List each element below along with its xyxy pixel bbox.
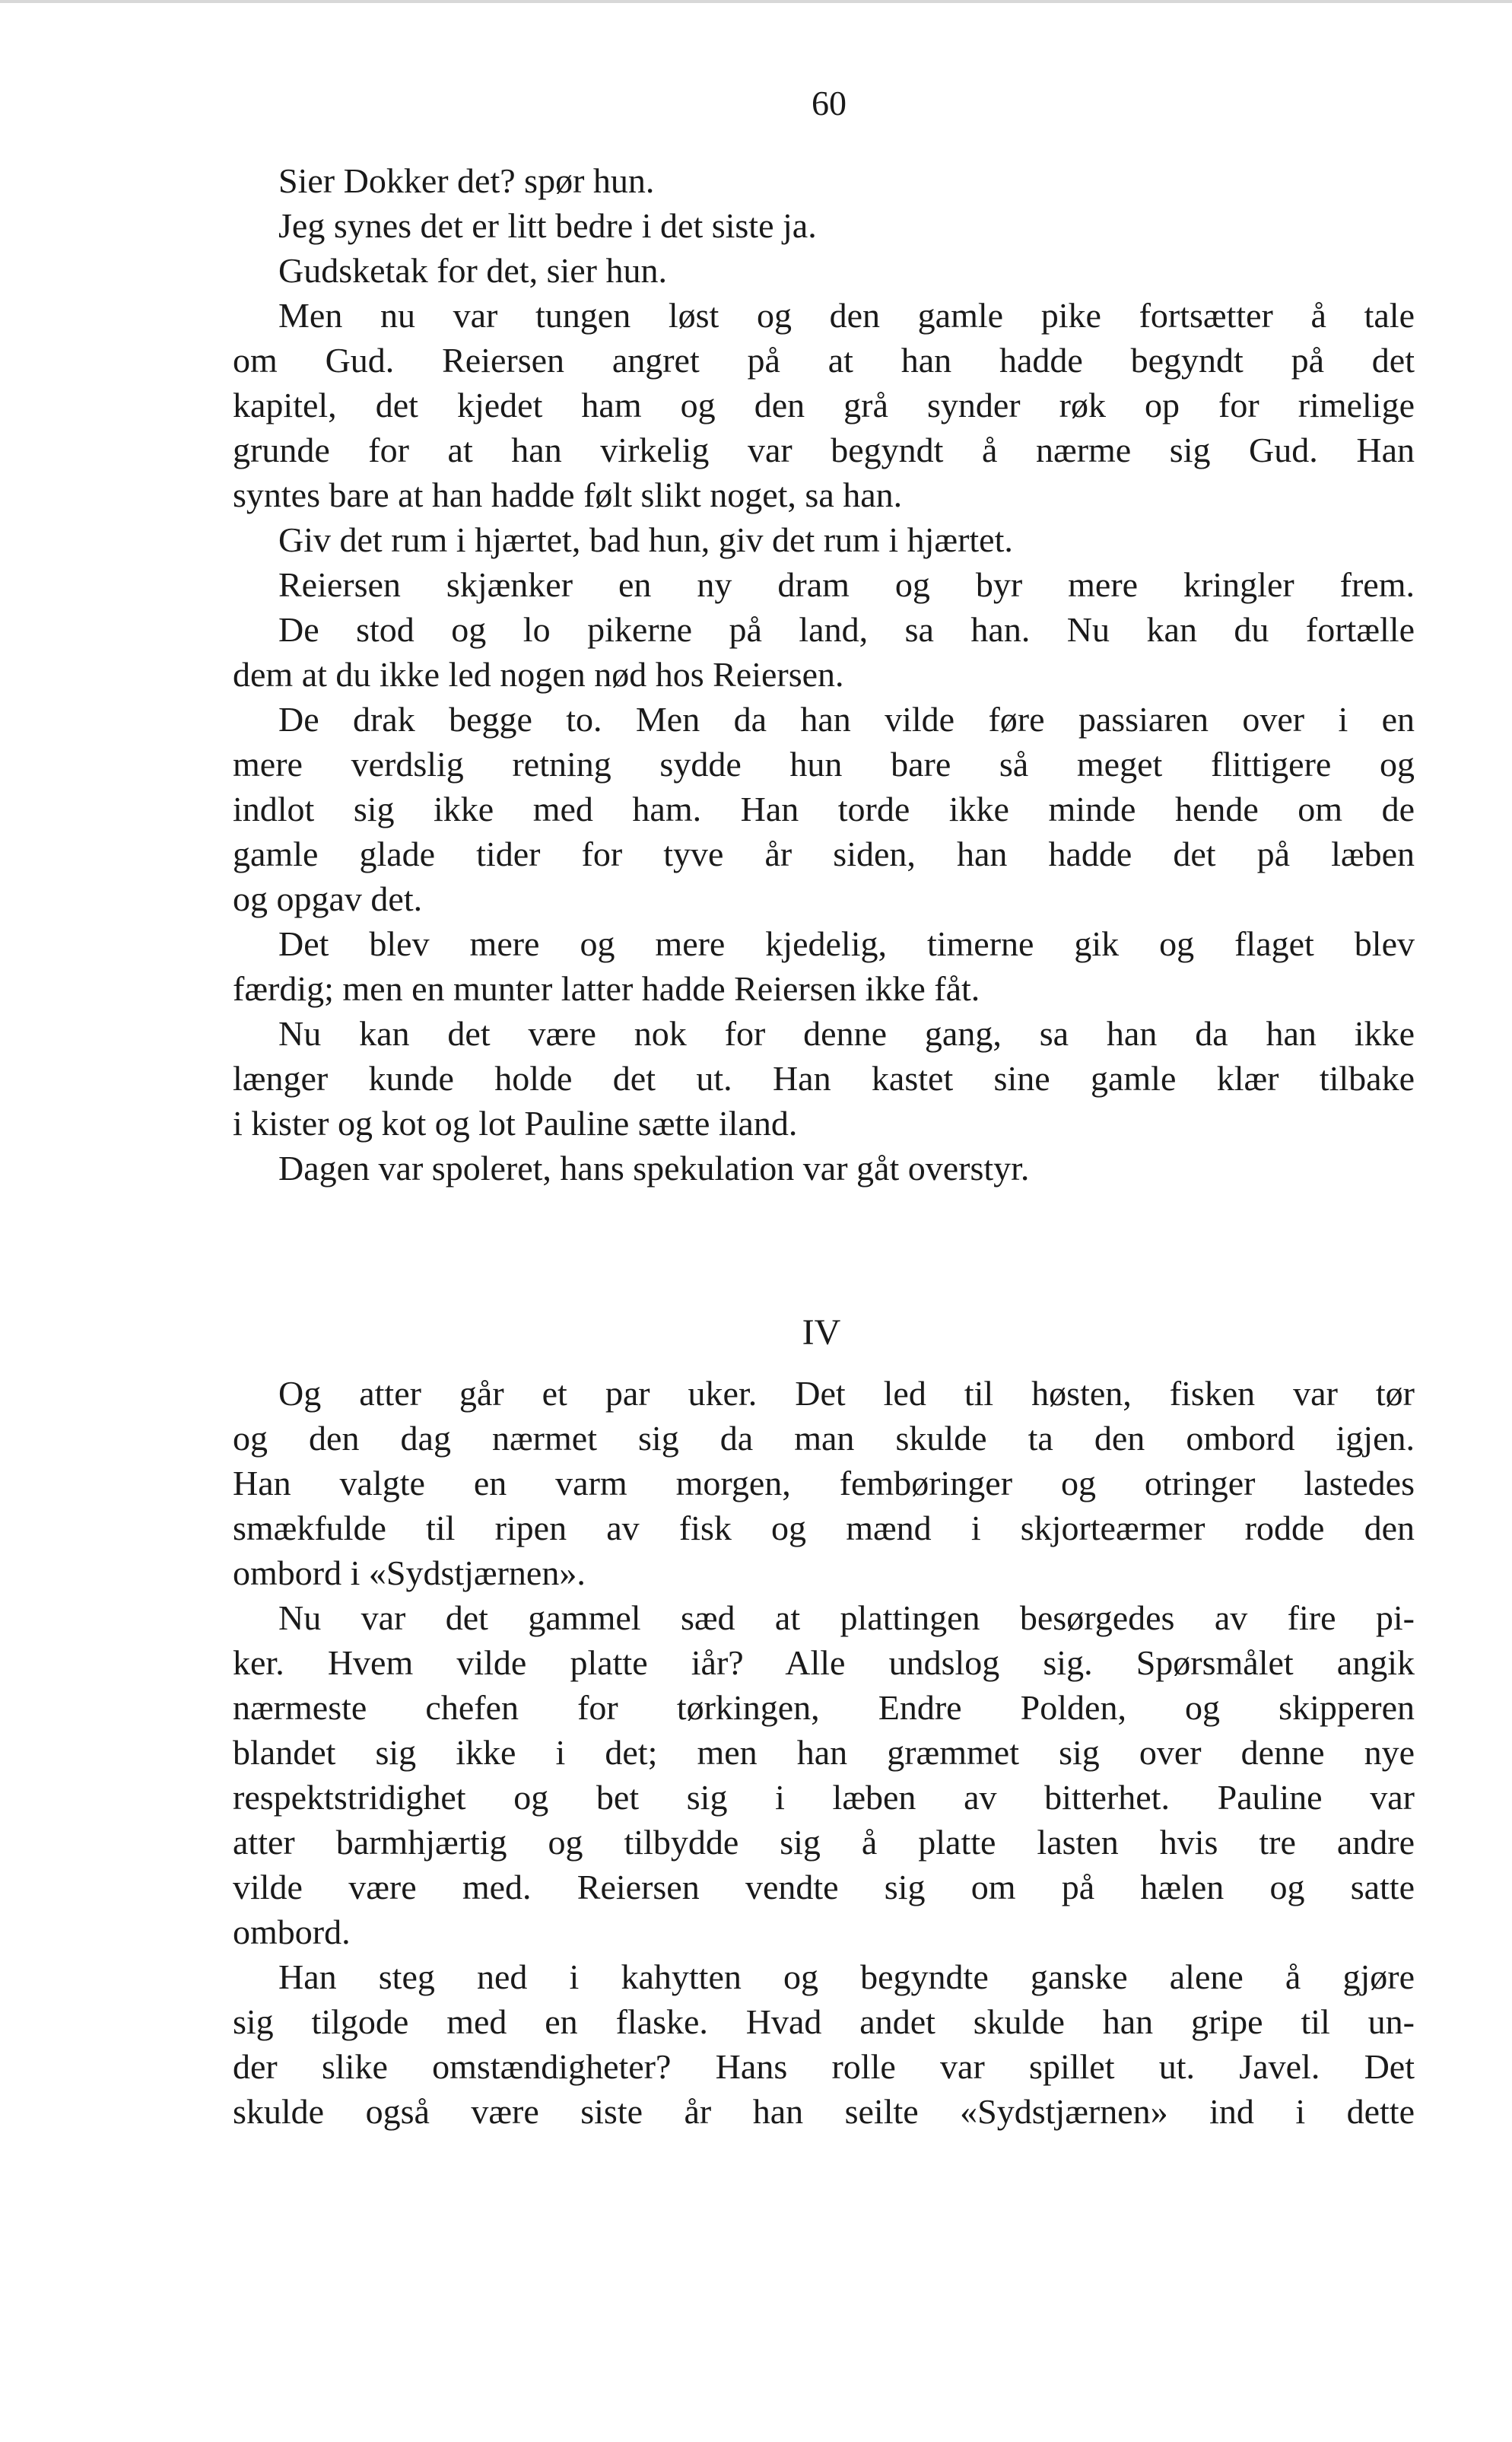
text-line: gamle glade tider for tyve år siden, han hadde det på læben <box>233 835 1415 873</box>
text-line: Dagen var spoleret, hans spekulation var gåt overstyr. <box>278 1149 1030 1188</box>
text-line: Gudsketak for det, sier hun. <box>278 251 667 290</box>
text-line: og den dag nærmet sig da man skulde ta den ombord igjen. <box>233 1419 1415 1458</box>
text-line: Giv det rum i hjærtet, bad hun, giv det rum i hjærtet. <box>278 520 1013 559</box>
text-line: færdig; men en munter latter hadde Reiersen ikke fåt. <box>233 969 980 1008</box>
text-line: skulde også være siste år han seilte «Sydstjærnen» ind i dette <box>233 2092 1415 2131</box>
text-line: Nu kan det være nok for denne gang, sa han da han ikke <box>278 1014 1415 1053</box>
text-line: ker. Hvem vilde platte iår? Alle undslog sig. Spørsmålet angik <box>233 1643 1415 1682</box>
text-line: i kister og kot og lot Pauline sætte iland. <box>233 1104 798 1143</box>
text-line: nærmeste chefen for tørkingen, Endre Polden, og skipperen <box>233 1688 1415 1727</box>
text-section-2 <box>233 1371 1415 2134</box>
text-line: smækfulde til ripen av fisk og mænd i skjorteærmer rodde den <box>233 1509 1415 1547</box>
text-line: grunde for at han virkelig var begyndt å nærme sig Gud. Han <box>233 431 1415 469</box>
chapter-heading: IV <box>802 1312 841 1353</box>
text-line: der slike omstændigheter? Hans rolle var spillet ut. Javel. Det <box>233 2047 1415 2086</box>
text-line: indlot sig ikke med ham. Han torde ikke minde hende om de <box>233 790 1415 828</box>
text-line: Nu var det gammel sæd at plattingen besørgedes av fire pi- <box>278 1598 1415 1637</box>
text-line: kapitel, det kjedet ham og den grå synder røk op for rimelige <box>233 386 1415 424</box>
text-section-1 <box>233 158 1415 1191</box>
text-line: Men nu var tungen løst og den gamle pike fortsætter å tale <box>278 296 1415 335</box>
text-line: atter barmhjærtig og tilbydde sig å platte lasten hvis tre andre <box>233 1823 1415 1862</box>
text-line: dem at du ikke led nogen nød hos Reiersen. <box>233 655 844 694</box>
text-line: Sier Dokker det? spør hun. <box>278 161 655 200</box>
text-line: sig tilgode med en flaske. Hvad andet skulde han gripe til un- <box>233 2002 1415 2041</box>
page-number: 60 <box>812 84 847 122</box>
text-line: De drak begge to. Men da han vilde føre passiaren over i en <box>278 700 1415 739</box>
text-line: om Gud. Reiersen angret på at han hadde begyndt på det <box>233 341 1415 380</box>
text-line: og opgav det. <box>233 879 423 918</box>
text-line: Han steg ned i kahytten og begyndte ganske alene å gjøre <box>278 1957 1415 1996</box>
text-line: længer kunde holde det ut. Han kastet sine gamle klær tilbake <box>233 1059 1415 1098</box>
text-line: syntes bare at han hadde følt slikt noget, sa han. <box>233 475 903 514</box>
text-line: respektstridighet og bet sig i læben av bitterhet. Pauline var <box>233 1778 1415 1817</box>
text-line: Han valgte en varm morgen, fembøringer og otringer lastedes <box>233 1464 1415 1502</box>
text-line: vilde være med. Reiersen vendte sig om på hælen og satte <box>233 1868 1415 1906</box>
text-line: Det blev mere og mere kjedelig, timerne gik og flaget blev <box>278 924 1415 963</box>
text-line: ombord i «Sydstjærnen». <box>233 1553 586 1592</box>
page-top-edge <box>0 0 1512 3</box>
text-line: mere verdslig retning sydde hun bare så meget flittigere og <box>233 745 1415 784</box>
text-line: Reiersen skjænker en ny dram og byr mere kringler frem. <box>278 565 1415 604</box>
text-line: Og atter går et par uker. Det led til høsten, fisken var tør <box>278 1374 1415 1413</box>
text-line: blandet sig ikke i det; men han græmmet sig over denne nye <box>233 1733 1415 1772</box>
text-line: Jeg synes det er litt bedre i det siste ja. <box>278 206 817 245</box>
text-line: De stod og lo pikerne på land, sa han. Nu kan du fortælle <box>278 610 1415 649</box>
text-line: ombord. <box>233 1913 351 1951</box>
